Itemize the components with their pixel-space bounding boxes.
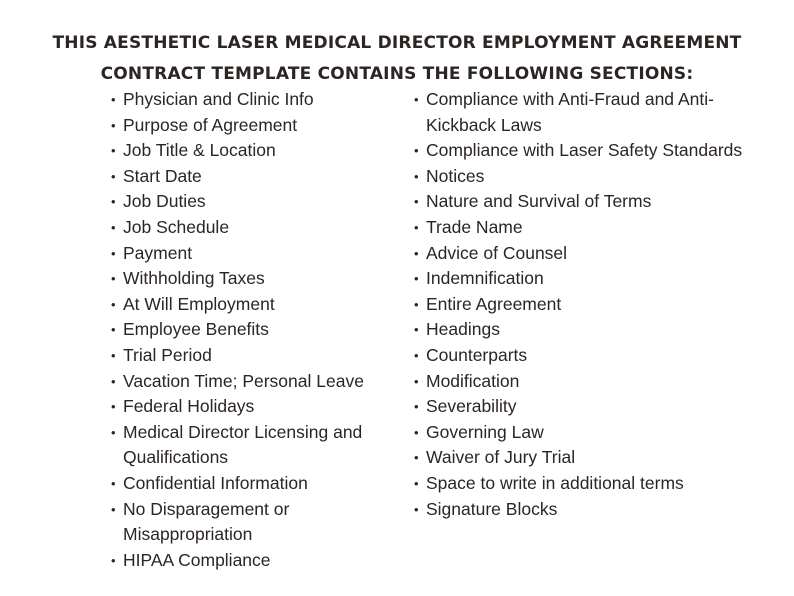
list-item: • HIPAA Compliance — [111, 548, 401, 574]
list-item: • Job Duties — [111, 189, 401, 215]
list-item: • Compliance with Anti-Fraud and Anti-Kickback Laws — [414, 87, 744, 138]
list-item: • Withholding Taxes — [111, 266, 401, 292]
list-item: • Space to write in additional terms — [414, 471, 744, 497]
list-item: • Vacation Time; Personal Leave — [111, 369, 401, 395]
list-item: • Trial Period — [111, 343, 401, 369]
list-item: • No Disparagement or Misappropriation — [111, 497, 401, 548]
page-title — [0, 28, 794, 90]
title-line-2: CONTRACT TEMPLATE CONTAINS THE FOLLOWING SECTIONS: — [100, 64, 694, 84]
list-item: • Job Title & Location — [111, 138, 401, 164]
list-item: • Nature and Survival of Terms — [414, 189, 744, 215]
sections-list-left — [111, 87, 401, 573]
list-item: • Headings — [414, 317, 744, 343]
list-item: • Confidential Information — [111, 471, 401, 497]
list-item: • Physician and Clinic Info — [111, 87, 401, 113]
list-item: • Payment — [111, 241, 401, 267]
list-item: • Modification — [414, 369, 744, 395]
list-item: • Advice of Counsel — [414, 241, 744, 267]
list-item: • Entire Agreement — [414, 292, 744, 318]
list-item: • Compliance with Laser Safety Standards — [414, 138, 744, 164]
list-item: • At Will Employment — [111, 292, 401, 318]
list-item: • Employee Benefits — [111, 317, 401, 343]
list-item: • Federal Holidays — [111, 394, 401, 420]
list-item: • Waiver of Jury Trial — [414, 445, 744, 471]
list-item: • Signature Blocks — [414, 497, 744, 523]
list-item: • Severability — [414, 394, 744, 420]
list-item: • Medical Director Licensing and Qualifications — [111, 420, 401, 471]
list-item: • Trade Name — [414, 215, 744, 241]
title-line-1: THIS AESTHETIC LASER MEDICAL DIRECTOR EMPLOYMENT AGREEMENT — [52, 33, 742, 53]
list-item: • Job Schedule — [111, 215, 401, 241]
list-item: • Notices — [414, 164, 744, 190]
list-item: • Counterparts — [414, 343, 744, 369]
list-item: • Start Date — [111, 164, 401, 190]
list-item: • Indemnification — [414, 266, 744, 292]
list-item: • Governing Law — [414, 420, 744, 446]
list-item: • Purpose of Agreement — [111, 113, 401, 139]
sections-list-right — [414, 87, 744, 522]
